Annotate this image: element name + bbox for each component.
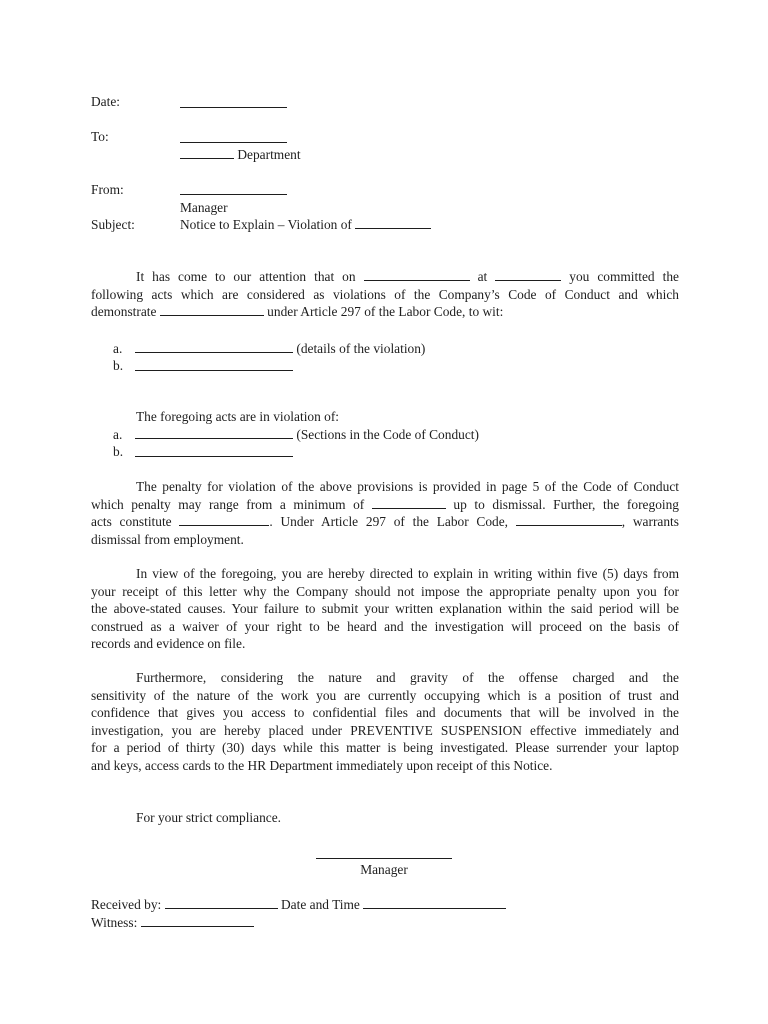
- to-blank[interactable]: [180, 130, 287, 143]
- from-label: From:: [91, 182, 124, 197]
- text-segment: It has come to our attention that on: [136, 269, 356, 284]
- paragraph-line: investigation, you are hereby placed under PREVENTIVE SUSPENSION effective immediately and: [91, 722, 679, 738]
- paragraph-line: records and evidence on file.: [91, 636, 246, 651]
- demonstrate-blank[interactable]: [160, 303, 264, 316]
- signature-title: Manager: [360, 862, 408, 877]
- article-blank[interactable]: [516, 513, 622, 526]
- text-segment: you committed the: [569, 269, 679, 284]
- text-segment: up to dismissal. Further, the foregoing: [453, 496, 679, 512]
- text-segment: which penalty may range from a minimum of: [91, 496, 365, 512]
- list-item: [135, 426, 479, 444]
- paragraph-line: your receipt of this letter why the Company should not impose the appropriate penalty upon you for: [91, 583, 679, 599]
- offense-blank[interactable]: [179, 513, 269, 526]
- section-a-blank[interactable]: [135, 426, 293, 439]
- sections-intro: The foregoing acts are in violation of:: [136, 409, 340, 424]
- text-segment: , warrants: [621, 514, 679, 529]
- paragraph-line: the above-stated causes. Your failure to submit your written explanation within the said period will be: [91, 601, 679, 616]
- witness-label: Witness:: [91, 915, 138, 930]
- date-time-blank[interactable]: [363, 896, 506, 909]
- text-segment: . Under Article 297 of the Labor Code,: [269, 514, 509, 529]
- list-marker: b.: [113, 358, 124, 373]
- paragraph-line: In view of the foregoing, you are hereby directed to explain in writing within five (5) days from: [136, 566, 679, 581]
- text-segment: demonstrate: [91, 304, 157, 319]
- paragraph-line: confidence that gives you access to confidential files and documents that will be involved in the: [91, 705, 679, 720]
- text-segment: under Article 297 of the Labor Code, to wit:: [267, 304, 504, 319]
- witness-line: [91, 914, 254, 932]
- signature-line[interactable]: [316, 846, 452, 859]
- incident-place-blank[interactable]: [495, 268, 561, 281]
- received-line: [91, 896, 506, 914]
- department-line: [180, 146, 301, 164]
- minimum-penalty-blank[interactable]: [372, 496, 446, 509]
- to-label: To:: [91, 129, 109, 144]
- paragraph-line: construed as a waiver of your right to be heard and the investigation will proceed on the basis of: [91, 618, 679, 634]
- date-blank[interactable]: [180, 95, 287, 108]
- section-b-blank[interactable]: [135, 444, 293, 457]
- paragraph-explain: [91, 565, 679, 653]
- paragraph-line: and keys, access cards to the HR Department immediately upon receipt of this Notice.: [91, 757, 553, 773]
- paragraph-suspension: [91, 669, 679, 774]
- violation-a-blank[interactable]: [135, 340, 293, 353]
- list-item: [135, 340, 425, 358]
- paragraph-attention: [91, 268, 679, 321]
- subject-blank[interactable]: [355, 216, 431, 229]
- department-blank[interactable]: [180, 146, 234, 159]
- paragraph-line: for a period of thirty (30) days while this matter is being investigated. Please surrender your laptop: [91, 740, 679, 755]
- incident-date-blank[interactable]: [364, 268, 470, 281]
- text-segment: at: [477, 269, 488, 284]
- date-time-label: Date and Time: [281, 897, 360, 912]
- date-label: Date:: [91, 94, 120, 109]
- text-segment: acts constitute: [91, 514, 172, 529]
- from-manager-label: Manager: [180, 200, 228, 215]
- paragraph-line: [91, 496, 679, 514]
- paragraph-line: Furthermore, considering the nature and gravity of the offense charged and the: [136, 670, 679, 685]
- paragraph-line: [91, 268, 679, 286]
- list-item-text: (Sections in the Code of Conduct): [296, 427, 479, 442]
- received-by-blank[interactable]: [165, 896, 278, 909]
- paragraph-line: following acts which are considered as violations of the Company’s Code of Conduct and which: [91, 286, 679, 302]
- paragraph-line: dismissal from employment.: [91, 531, 244, 547]
- list-marker: b.: [113, 444, 124, 459]
- subject-line: [180, 216, 431, 234]
- list-item-text: (details of the violation): [296, 341, 426, 356]
- compliance-line: For your strict compliance.: [136, 810, 282, 825]
- paragraph-line: [91, 513, 679, 531]
- department-label: Department: [237, 147, 301, 162]
- from-blank[interactable]: [180, 182, 287, 195]
- paragraph-line: [91, 303, 679, 321]
- violation-b-blank[interactable]: [135, 358, 293, 371]
- paragraph-penalty: [91, 478, 679, 548]
- list-marker: a.: [113, 341, 123, 356]
- subject-label: Subject:: [91, 217, 135, 232]
- paragraph-line: sensitivity of the nature of the work you are currently occupying which is a position of trust and: [91, 687, 679, 703]
- received-label: Received by:: [91, 897, 162, 912]
- list-marker: a.: [113, 427, 123, 442]
- paragraph-line: The penalty for violation of the above provisions is provided in page 5 of the Code of Conduct: [136, 479, 679, 494]
- witness-blank[interactable]: [141, 914, 254, 927]
- subject-text: Notice to Explain – Violation of: [180, 217, 352, 232]
